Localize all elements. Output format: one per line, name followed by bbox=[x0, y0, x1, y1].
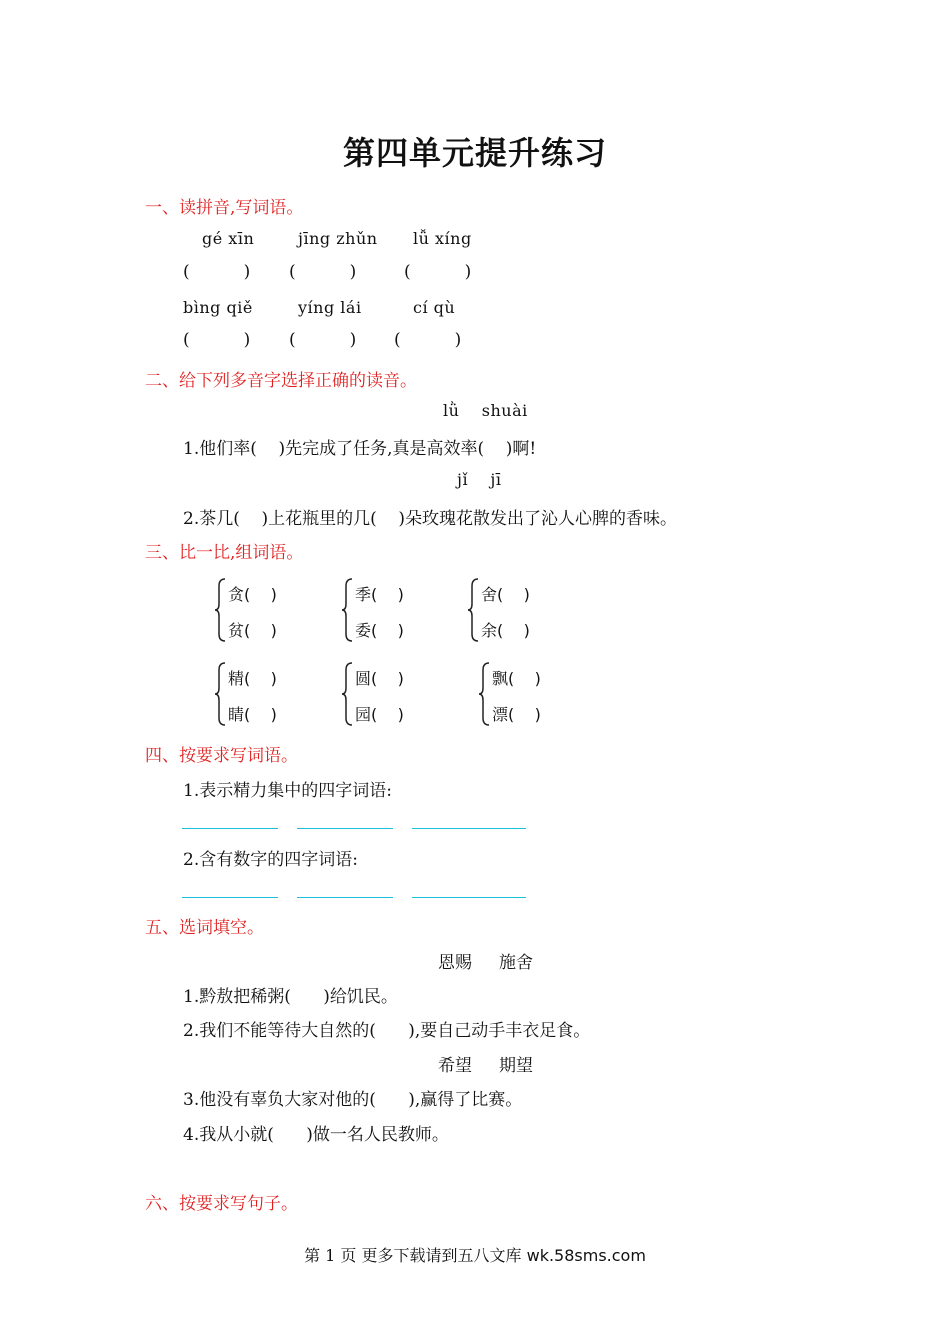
answer-paren: ( ) bbox=[289, 330, 357, 350]
word-options-2: 希望 期望 bbox=[438, 1056, 534, 1076]
pinyin-2: jīng zhǔn bbox=[298, 229, 378, 248]
compare-pair bbox=[214, 664, 304, 726]
pinyin-5: yíng lái bbox=[298, 298, 362, 317]
answer-blank-line[interactable] bbox=[412, 897, 526, 898]
compare-pair bbox=[478, 664, 568, 726]
brace-icon bbox=[478, 662, 490, 726]
compare-word: 贫( ) bbox=[228, 621, 277, 640]
page-footer bbox=[0, 1243, 950, 1266]
footer-site-link[interactable]: wk.58sms.com bbox=[526, 1246, 646, 1265]
word-options-1: 恩赐 施舍 bbox=[438, 953, 534, 973]
pinyin-3: lǚ xíng bbox=[413, 229, 472, 248]
question-5-1: 1.黔敖把稀粥( )给饥民。 bbox=[183, 987, 398, 1007]
answer-paren: ( ) bbox=[289, 262, 357, 282]
answer-paren: ( ) bbox=[183, 262, 251, 282]
brace-icon bbox=[467, 578, 479, 642]
compare-word: 漂( ) bbox=[492, 705, 541, 724]
question-5-4: 4.我从小就( )做一名人民教师。 bbox=[183, 1125, 449, 1145]
question-5-2: 2.我们不能等待大自然的( ),要自己动手丰衣足食。 bbox=[183, 1021, 591, 1041]
pinyin-1: gé xīn bbox=[202, 229, 255, 248]
section-5-heading: 五、选词填空。 bbox=[145, 918, 264, 938]
answer-blank-line[interactable] bbox=[297, 897, 393, 898]
compare-pair bbox=[467, 580, 557, 642]
section-3-heading: 三、比一比,组词语。 bbox=[145, 543, 304, 563]
question-2-1: 1.他们率( )先完成了任务,真是高效率( )啊! bbox=[183, 439, 537, 459]
compare-word: 圆( ) bbox=[355, 669, 404, 688]
answer-blank-line[interactable] bbox=[412, 828, 526, 829]
compare-word: 睛( ) bbox=[228, 705, 277, 724]
compare-word: 贪( ) bbox=[228, 585, 277, 604]
section-6-heading: 六、按要求写句子。 bbox=[145, 1194, 298, 1214]
question-4-1: 1.表示精力集中的四字词语: bbox=[183, 781, 392, 801]
brace-icon bbox=[341, 578, 353, 642]
page-title: 第四单元提升练习 bbox=[342, 134, 607, 172]
question-2-2: 2.茶几( )上花瓶里的几( )朵玫瑰花散发出了沁人心脾的香味。 bbox=[183, 509, 677, 529]
answer-paren: ( ) bbox=[404, 262, 472, 282]
answer-blank-line[interactable] bbox=[297, 828, 393, 829]
brace-icon bbox=[214, 578, 226, 642]
compare-pair bbox=[341, 664, 431, 726]
compare-word: 精( ) bbox=[228, 669, 277, 688]
section-2-heading: 二、给下列多音字选择正确的读音。 bbox=[145, 371, 417, 391]
compare-word: 余( ) bbox=[481, 621, 530, 640]
question-5-3: 3.他没有辜负大家对他的( ),赢得了比赛。 bbox=[183, 1090, 523, 1110]
compare-word: 飘( ) bbox=[492, 669, 541, 688]
question-4-2: 2.含有数字的四字词语: bbox=[183, 850, 358, 870]
compare-pair bbox=[341, 580, 431, 642]
answer-paren: ( ) bbox=[183, 330, 251, 350]
compare-pair bbox=[214, 580, 304, 642]
section-1-heading: 一、读拼音,写词语。 bbox=[145, 198, 304, 218]
compare-word: 园( ) bbox=[355, 705, 404, 724]
answer-blank-line[interactable] bbox=[182, 897, 278, 898]
answer-paren: ( ) bbox=[394, 330, 462, 350]
pinyin-options-2: jǐ jī bbox=[457, 470, 502, 489]
section-4-heading: 四、按要求写词语。 bbox=[145, 746, 298, 766]
compare-word: 舍( ) bbox=[481, 585, 530, 604]
pinyin-4: bìng qiě bbox=[183, 298, 253, 317]
compare-word: 委( ) bbox=[355, 621, 404, 640]
footer-page-text: 第 1 页 更多下载请到五八文库 bbox=[304, 1246, 522, 1265]
pinyin-options-1: lǜ shuài bbox=[443, 401, 528, 420]
compare-word: 季( ) bbox=[355, 585, 404, 604]
brace-icon bbox=[214, 662, 226, 726]
brace-icon bbox=[341, 662, 353, 726]
pinyin-6: cí qù bbox=[413, 298, 456, 317]
answer-blank-line[interactable] bbox=[182, 828, 278, 829]
